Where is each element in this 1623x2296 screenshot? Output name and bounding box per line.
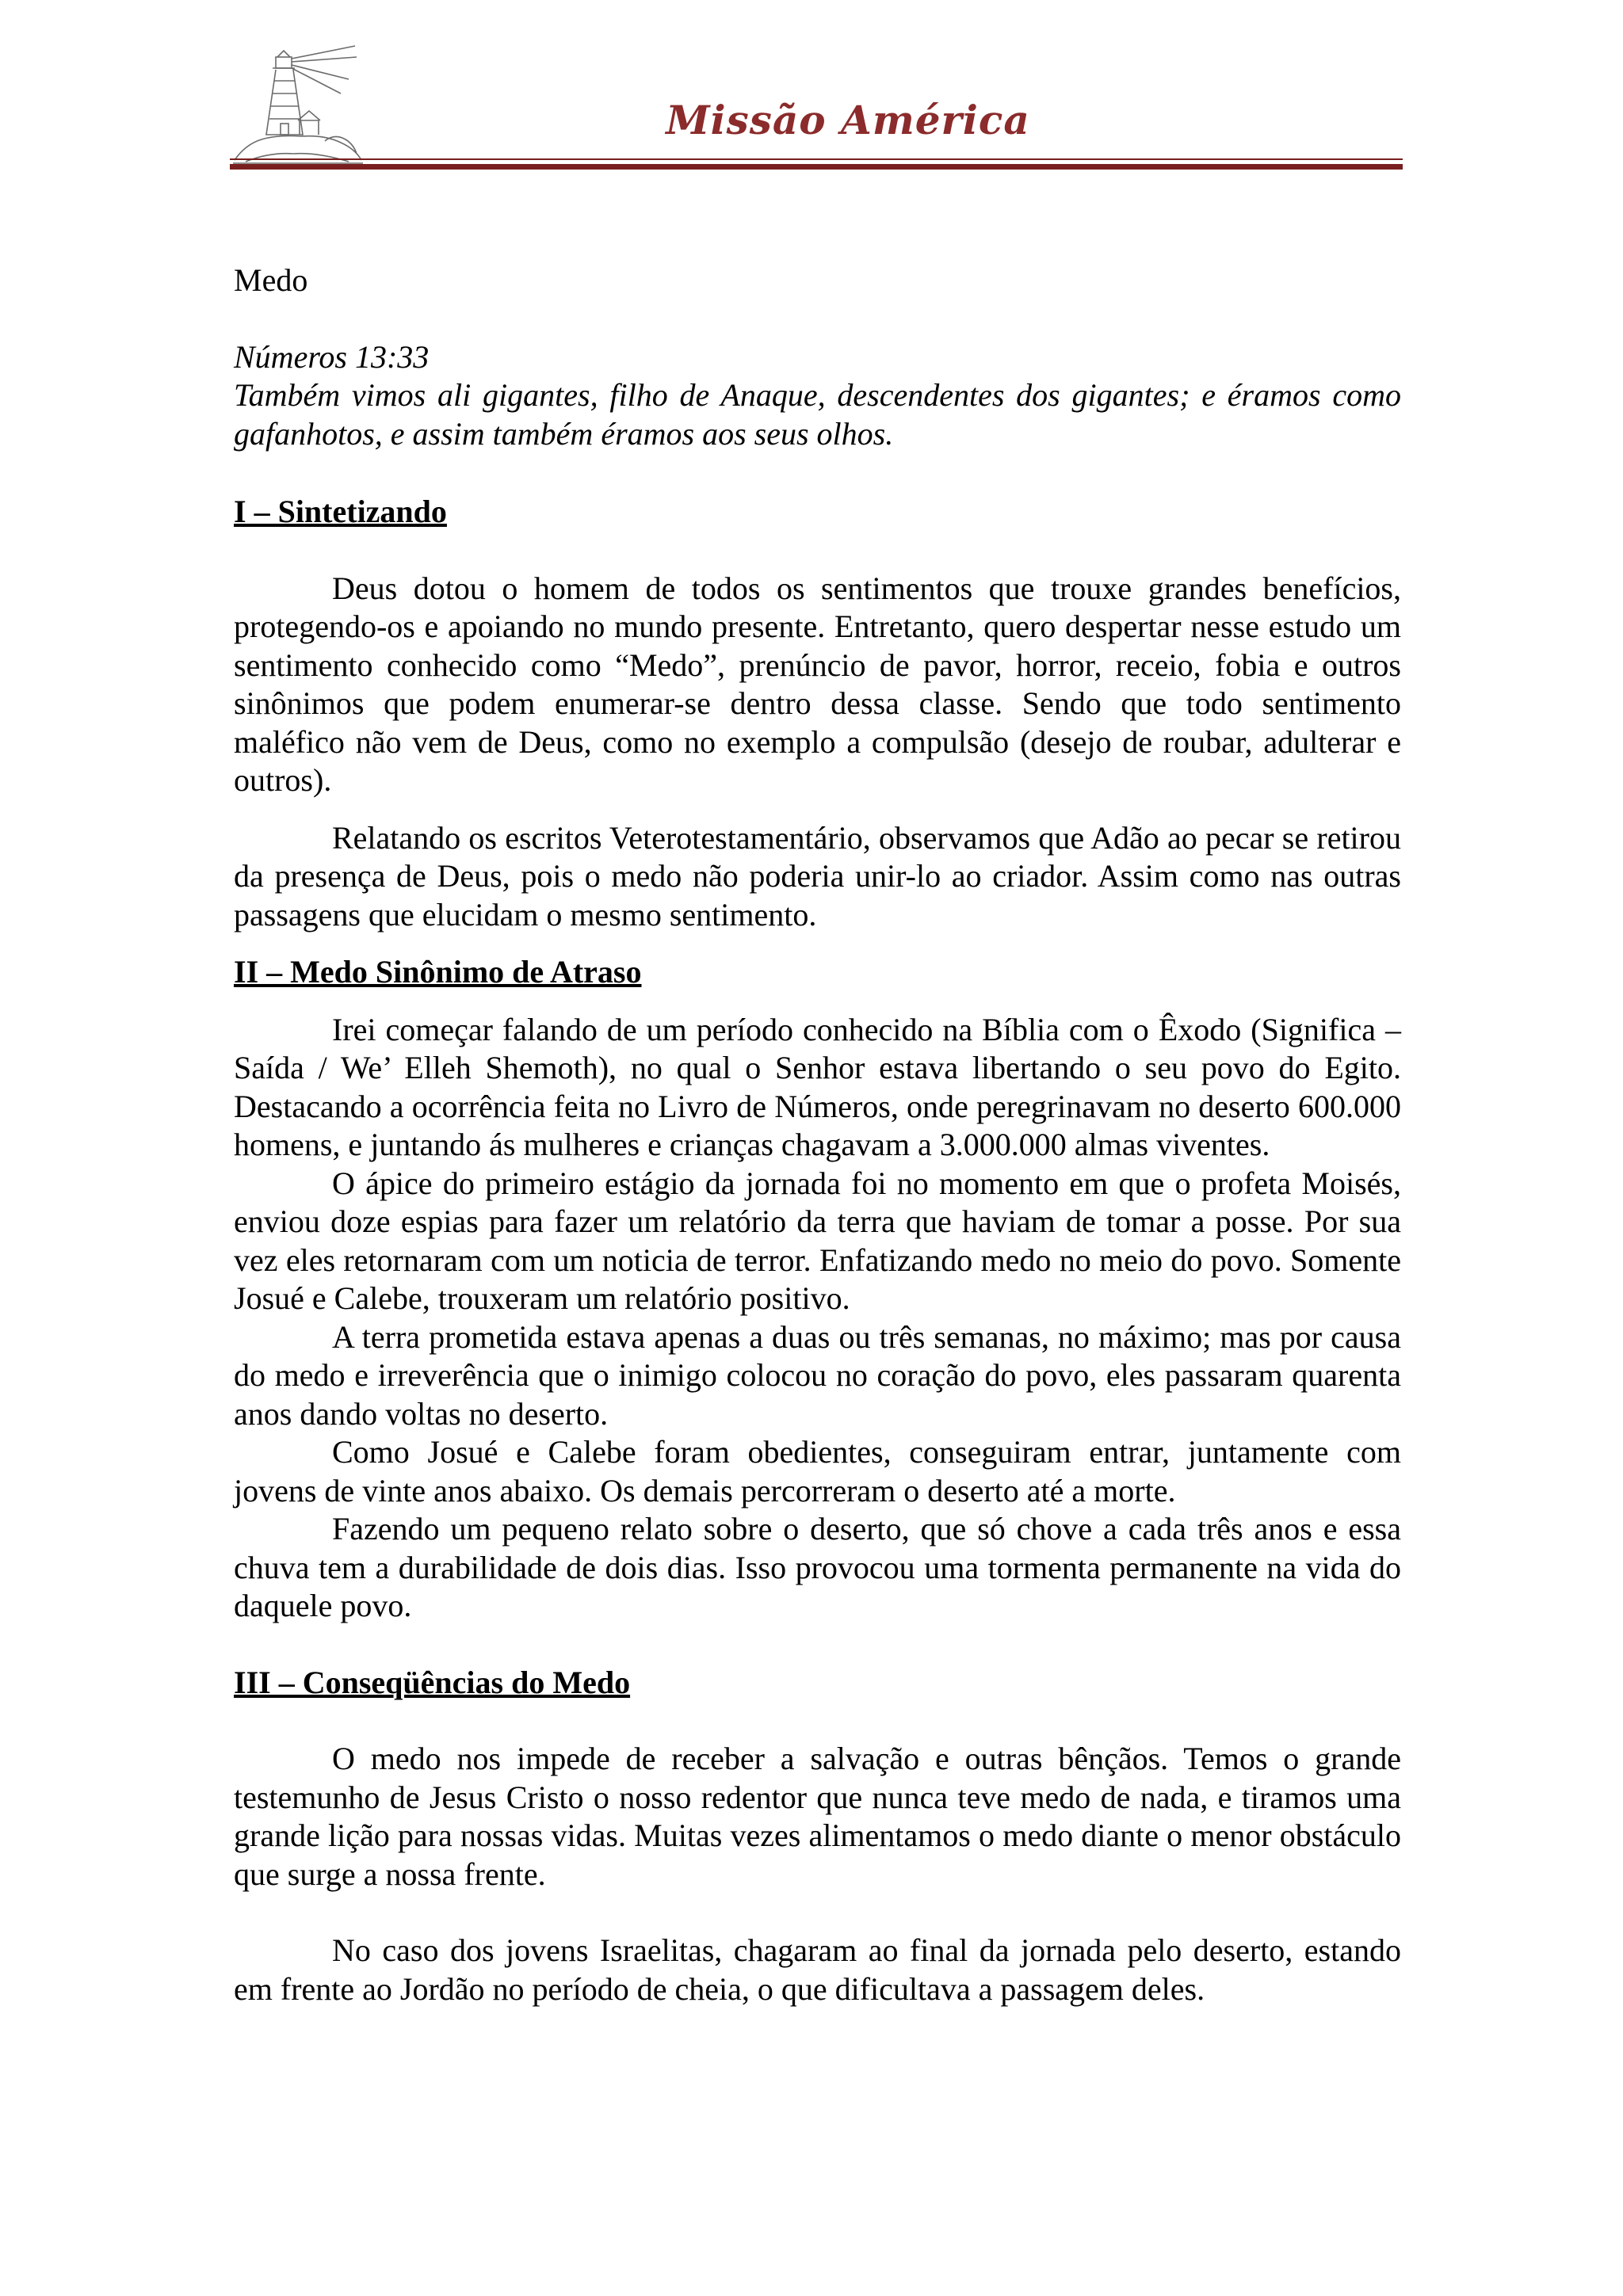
paragraph: Fazendo um pequeno relato sobre o deserto, que só chove a cada três anos e essa chuva tem a durabilidade de dois dias. Isso provocou uma tormenta permanente na vida do daquele povo.: [234, 1511, 1401, 1623]
header-rule-thin: [230, 158, 1403, 160]
section-heading: III – Conseqüências do Medo: [234, 1664, 631, 1700]
paragraph: Como Josué e Calebe foram obedientes, conseguiram entrar, juntamente com jovens de vinte anos abaixo. Os demais percorreram o deserto até a morte.: [234, 1434, 1401, 1508]
document-title: Medo: [234, 262, 308, 298]
section-heading: I – Sintetizando: [234, 494, 447, 529]
paragraph: Irei começar falando de um período conhecido na Bíblia com o Êxodo (Significa – Saída / We’ Elleh Shemoth), no qual o Senhor estava libertando o seu povo do Egito. Destacando a ocorrência feita no Livro de Números, onde peregrinavam no deserto 600.000 homens, e juntando ás mulheres e crianças chagavam a 3.000.000 almas viventes.: [234, 1011, 1401, 1162]
paragraph: No caso dos jovens Israelitas, chagaram ao final da jornada pelo deserto, estando em frente ao Jordão no período de cheia, o que dificultava a passagem deles.: [234, 1932, 1401, 2007]
paragraph: O medo nos impede de receber a salvação e outras bênçãos. Temos o grande testemunho de Jesus Cristo o nosso redentor que nunca teve medo de nada, e tiramos uma grande lição para nossas vidas. Muitas vezes alimentamos o medo diante o menor obstáculo que surge a nossa frente.: [234, 1741, 1401, 1892]
brand-title: Missão América: [666, 97, 1030, 143]
document-body: [234, 261, 1401, 2008]
scripture-verse: Também vimos ali gigantes, filho de Anaque, descendentes dos gigantes; e éramos como gafanhotos, e assim também éramos aos seus olhos.: [234, 377, 1401, 452]
header-rule-thick: [230, 164, 1403, 170]
page-header: [230, 41, 1403, 176]
section-heading: II – Medo Sinônimo de Atraso: [234, 954, 642, 990]
paragraph: O ápice do primeiro estágio da jornada foi no momento em que o profeta Moisés, enviou doze espias para fazer um relatório da terra que haviam de tomar a posse. Por sua vez eles retornaram com um noticia de terror. Enfatizando medo no meio do povo. Somente Josué e Calebe, trouxeram um relatório positivo.: [234, 1165, 1401, 1316]
paragraph: Relatando os escritos Veterotestamentário, observamos que Adão ao pecar se retirou da presença de Deus, pois o medo não poderia unir-lo ao criador. Assim como nas outras passagens que elucidam o mesmo sentimento.: [234, 819, 1401, 933]
paragraph: A terra prometida estava apenas a duas ou três semanas, no máximo; mas por causa do medo e irreverência que o inimigo colocou no coração do povo, eles passaram quarenta anos dando voltas no deserto.: [234, 1318, 1401, 1432]
scripture-reference: Números 13:33: [234, 338, 430, 375]
paragraph: Deus dotou o homem de todos os sentimentos que trouxe grandes benefícios, protegendo-os e apoiando no mundo presente. Entretanto, quero despertar nesse estudo um sentimento conhecido como “Medo”, prenúncio de pavor, horror, receio, fobia e outros sinônimos que podem enumerar-se dentro dessa classe. Sendo que todo sentimento maléfico não vem de Deus, como no exemplo a compulsão (desejo de roubar, adulterar e outros).: [234, 570, 1401, 798]
